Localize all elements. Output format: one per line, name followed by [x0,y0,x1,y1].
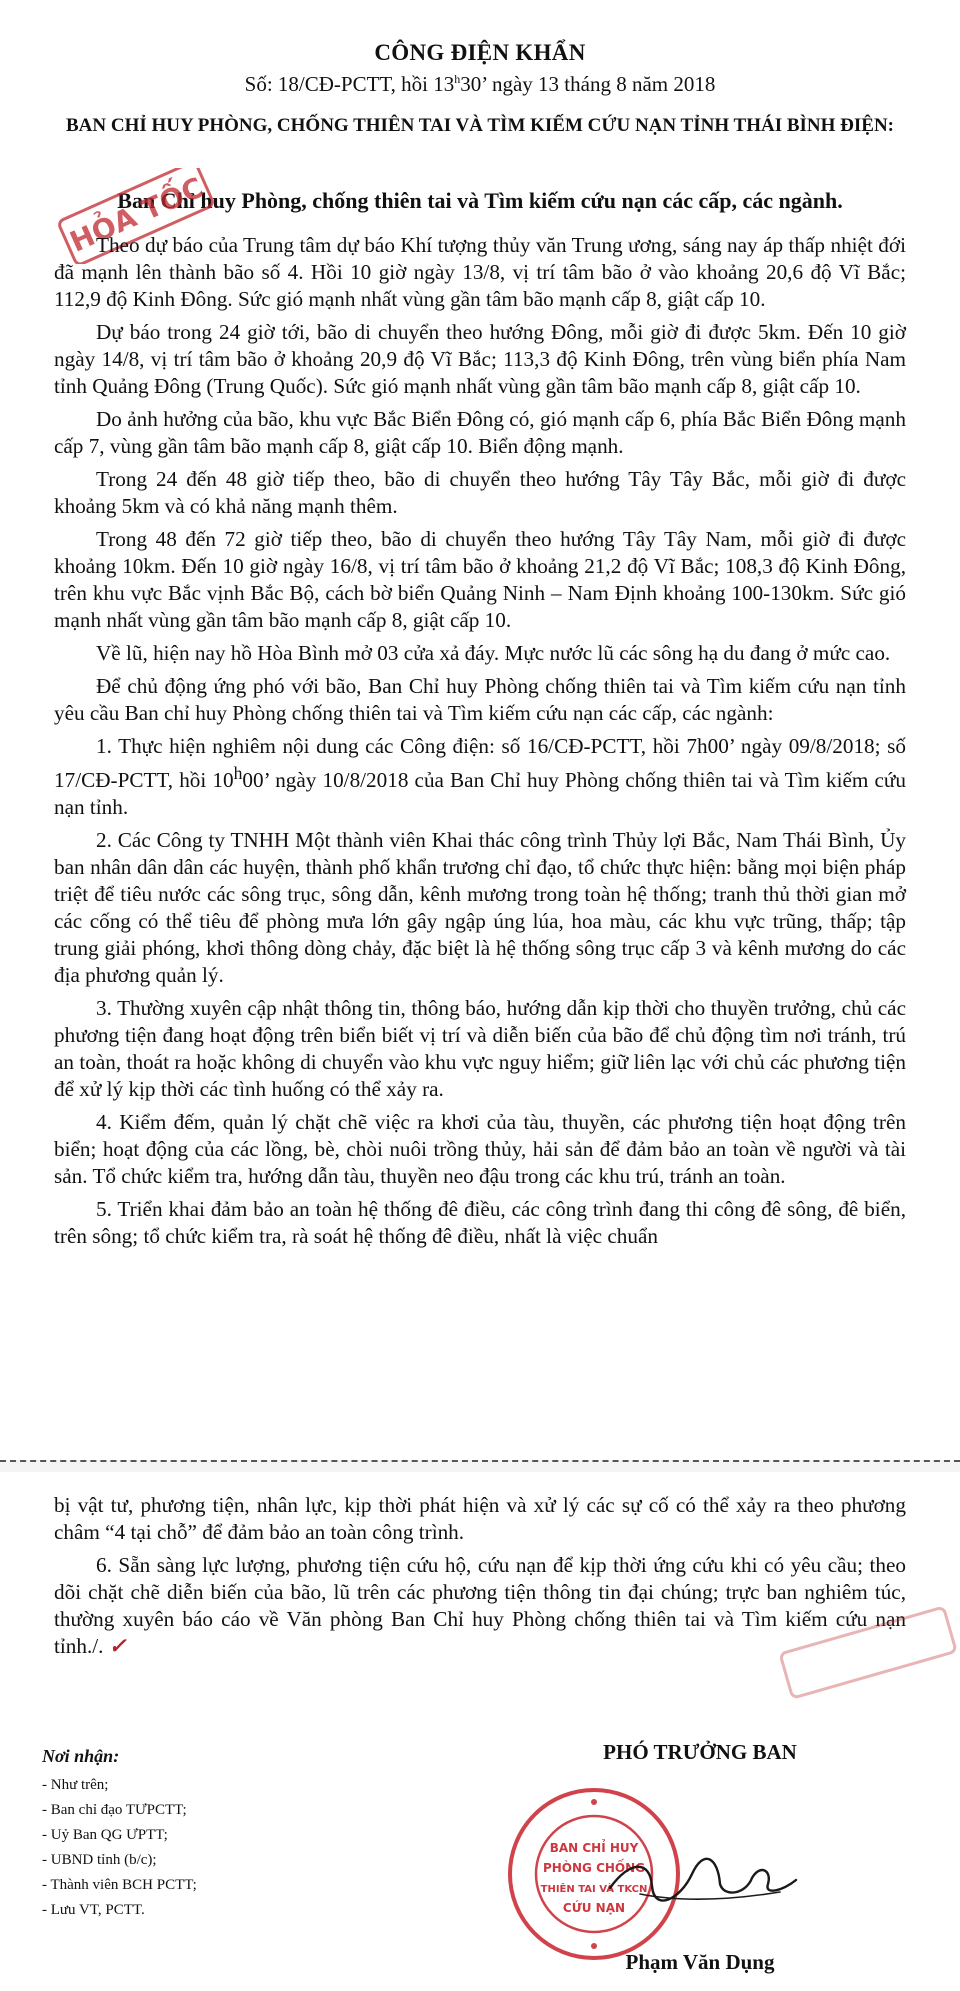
issuer-heading: BAN CHỈ HUY PHÒNG, CHỐNG THIÊN TAI VÀ TÌM KIẾM CỨU NẠN TỈNH THÁI BÌNH ĐIỆN: [65,115,894,136]
initial-mark: ✓ [108,1634,127,1658]
signer-title: PHÓ TRƯỞNG BAN [603,1740,797,1764]
recipient-item: - Như trên; [42,1773,402,1798]
recipient-item: - Lưu VT, PCTT. [42,1898,402,1923]
document-number-prefix: Số: 18/CĐ-PCTT, hồi 13 [244,72,455,96]
paragraph-forecast-48h: Trong 24 đến 48 giờ tiếp theo, bão di chuyển theo hướng Tây Tây Bắc, mỗi giờ đi được khoảng 5km và có khả năng mạnh thêm. [54,467,906,518]
item-3: 3. Thường xuyên cập nhật thông tin, thông báo, hướng dẫn kịp thời cho thuyền trưởng, chủ các phương tiện đang hoạt động trên biển biết vị trí và diễn biến của bão để chủ động tìm nơi tránh, trú an toàn, thoát ra hoặc không di chuyển vào khu vực nguy hiểm; giữ liên lạc với chủ các phương tiện để xử lý kịp thời các tình huống có thể xảy ra. [54,996,906,1102]
item-6-text: 6. Sẵn sàng lực lượng, phương tiện cứu hộ, cứu nạn để kịp thời ứng cứu khi có yêu cầu; theo dõi chặt chẽ diễn biến của bão, lũ trên các phương tiện thông tin đại chúng; trực ban nghiêm túc, thường xuyên báo cáo về Văn phòng Ban Chỉ huy Phòng chống thiên tai và Tìm kiếm cứu nạn tỉnh./. [54,1553,906,1658]
partial-stamp-margin [760,1602,960,1712]
item-1-part-b: 00’ ngày 10/8/2018 của Ban Chỉ huy Phòng chống thiên tai và Tìm kiếm cứu nạn tỉnh. [54,768,906,820]
document-number-line [0,72,960,97]
document-type-title: CÔNG ĐIỆN KHẨN [374,40,586,65]
recipient-item: - UBND tỉnh (b/c); [42,1848,402,1873]
recipient-item: - Thành viên BCH PCTT; [42,1873,402,1898]
paragraph-forecast-24h: Dự báo trong 24 giờ tới, bão di chuyển theo hướng Đông, mỗi giờ đi được 5km. Đến 10 giờ ngày 14/8, vị trí tâm bão ở khoảng 20,9 độ Vĩ Bắc; 113,3 độ Kinh Đông, trên vùng biển phía Nam tỉnh Quảng Đông (Trung Quốc). Sức gió mạnh nhất vùng gần tâm bão mạnh cấp 8, giật cấp 10. [54,320,906,398]
document-number-suffix: 30’ ngày 13 tháng 8 năm 2018 [460,72,716,96]
paragraph-flood: Về lũ, hiện nay hồ Hòa Bình mở 03 cửa xả đáy. Mực nước lũ các sông hạ du đang ở mức cao. [96,641,891,665]
document-body-part-1 [54,232,906,1256]
recipient-heading: Ban Chỉ huy Phòng, chống thiên tai và Tìm kiếm cứu nạn các cấp, các ngành. [117,188,843,213]
paragraph-forecast-intro: Theo dự báo của Trung tâm dự báo Khí tượng thủy văn Trung ương, sáng nay áp thấp nhiệt đới đã mạnh lên thành bão số 4. Hồi 10 giờ ngày 13/8, vị trí tâm bão ở vào khoảng 20,6 độ Vĩ Bắc; 112,9 độ Kinh Đông. Sức gió mạnh nhất vùng gần tâm bão mạnh cấp 8, giật cấp 10. [54,233,906,311]
paragraph-storm-impact: Do ảnh hưởng của bão, khu vực Bắc Biển Đông có, gió mạnh cấp 6, phía Bắc Biển Đông mạnh cấp 7, vùng gần tâm bão mạnh cấp 8, giật cấp 10. Biển động mạnh. [54,407,906,458]
item-1-sup: h [233,763,243,783]
item-1-part-a: 1. Thực hiện nghiêm nội dung các Công điện: số 16/CĐ-PCTT, hồi 7h00’ ngày 09/8/2018; số 17/CĐ-PCTT, hồi 10 [54,734,906,793]
item-5-part-b: bị vật tư, phương tiện, nhân lực, kịp thời phát hiện và xử lý các sự cố có thể xảy ra theo phương châm “4 tại chỗ” để đảm bảo an toàn công trình. [54,1493,906,1544]
document-page-2 [0,1472,960,1991]
recipients-title: Nơi nhận: [42,1746,120,1766]
item-1 [54,733,906,821]
paragraph-request: Để chủ động ứng phó với bão, Ban Chỉ huy Phòng chống thiên tai và Tìm kiếm cứu nạn tỉnh yêu cầu Ban chỉ huy Phòng chống thiên tai và Tìm kiếm cứu nạn các cấp, các ngành: [54,674,906,725]
item-4: 4. Kiểm đếm, quản lý chặt chẽ việc ra khơi của tàu, thuyền, các phương tiện hoạt động trên biển; hoạt động của các lồng, bè, chòi nuôi trồng thủy, hải sản để đảm bảo an toàn về người và tài sản. Tổ chức kiểm tra, hướng dẫn tàu, thuyền neo đậu trong các khu trú, tránh an toàn. [54,1110,906,1189]
seal-line-1: BAN CHỈ HUY [549,1841,639,1855]
handwritten-signature [600,1850,800,1910]
seal-line-2: PHÒNG CHỐNG [542,1861,646,1875]
urgent-stamp-text: HỎA TỐC [65,170,209,259]
seal-line-4: CỨU NẠN [562,1901,626,1915]
signature-block [480,1740,920,1974]
document-number-sup: h [454,72,461,86]
recipients-list [42,1773,402,1923]
signer-name: Phạm Văn Dụng [625,1950,775,1974]
seal-line-3: THIÊN TAI VÀ TKCN [540,1884,648,1895]
recipient-item: - Ban chỉ đạo TƯPCTT; [42,1798,402,1823]
item-5-part-a: 5. Triển khai đảm bảo an toàn hệ thống đê điều, các công trình đang thi công đê sông, đê biển, trên sông; tổ chức kiểm tra, rà soát hệ thống đê điều, nhất là việc chuẩn [54,1197,906,1249]
recipients-block [42,1744,402,1923]
item-2: 2. Các Công ty TNHH Một thành viên Khai thác công trình Thủy lợi Bắc, Nam Thái Bình, Ủy ban nhân dân dân các huyện, thành phố khẩn trương chỉ đạo, tổ chức thực hiện: bằng mọi biện pháp triệt để tiêu nước các sông trục, sông dẫn, kênh mương trong toàn hệ thống; tranh thủ thời gian mở các cống có thể tiêu để phòng mưa lớn gây ngập úng lúa, hoa màu, các khu vực trũng, thấp; tập trung giải phóng, khơi thông dòng chảy, đặc biệt là hệ thống sông trục cấp 3 và kênh mương do các địa phương quản lý. [54,828,906,988]
recipient-item: - Uỷ Ban QG ƯPTT; [42,1823,402,1848]
paragraph-forecast-72h: Trong 48 đến 72 giờ tiếp theo, bão di chuyển theo hướng Tây Tây Nam, mỗi giờ đi được khoảng 10km. Đến 10 giờ ngày 16/8, vị trí tâm bão ở khoảng 21,2 độ Vĩ Bắc; 108,3 độ Kinh Đông, trên khu vực Bắc vịnh Bắc Bộ, cách bờ biển Quảng Ninh – Nam Định khoảng 100-130km. Sức gió mạnh nhất vùng gần tâm bão mạnh cấp 8, giật cấp 10. [54,527,906,632]
